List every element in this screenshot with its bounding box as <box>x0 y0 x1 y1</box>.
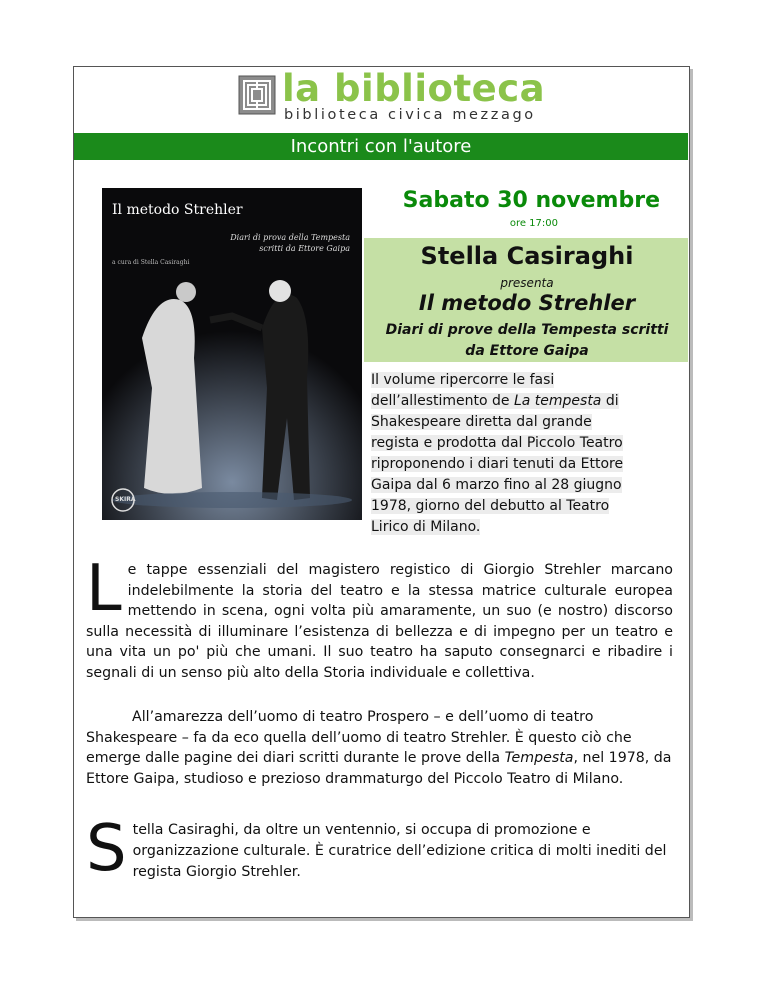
description-line: Lirico di Milano. <box>371 519 481 535</box>
library-logo-icon <box>238 75 276 115</box>
paragraph-strehler <box>86 552 673 684</box>
logo-subtitle: biblioteca civica mezzago <box>284 107 536 123</box>
description-line: dell’allestimento de <box>371 393 514 409</box>
description-line: riproponendo i diari tenuti da Ettore <box>371 456 624 472</box>
book-subtitle-line: da Ettore Gaipa <box>465 343 589 359</box>
logo-title: la biblioteca <box>282 67 546 110</box>
description-line: Il volume ripercorre le fasi <box>371 372 555 388</box>
description-line: di <box>601 393 619 409</box>
author-name: Stella Casiraghi <box>420 242 634 270</box>
description-line: Gaipa dal 6 marzo fino al 28 giugno <box>371 477 622 493</box>
paragraph-text: , nel 1978, da Ettore Gaipa, studioso e prezioso drammaturgo del Piccolo Teatro di Milano. <box>86 750 672 787</box>
paragraph-prospero <box>86 707 673 789</box>
description-line: Shakespeare diretta dal grande <box>371 414 592 430</box>
paragraph-italic: Tempesta <box>504 750 574 767</box>
cover-subtitle-line: scritti da Ettore Gaipa <box>259 244 350 253</box>
description-line: 1978, giorno del debutto al Teatro <box>371 498 610 514</box>
description-italic: La tempesta <box>513 393 602 409</box>
event-series-banner: Incontri con l'autore <box>74 133 688 160</box>
book-subtitle-line: Diari di prove della Tempesta scritti <box>385 322 669 338</box>
event-time: ore 17:00 <box>509 218 558 229</box>
book-title: Il metodo Strehler <box>418 291 636 315</box>
cover-subtitle-line: Diari di prova della Tempesta <box>230 233 350 242</box>
library-logo <box>238 67 546 125</box>
paragraph-text: tella Casiraghi, da oltre un ventennio, si occupa di promozione e organizzazione culturale. È curatrice dell’edizione critica di molti inediti del regista Giorgio Strehler. <box>132 822 667 880</box>
book-cover <box>102 188 362 520</box>
paragraph-casiraghi <box>86 812 673 886</box>
paragraph-text: e tappe essenziali del magistero registico di Giorgio Strehler marcano indelebilmente la storia del teatro e la stessa matrice culturale europea mettendo in scena, ogni volta più amaramente, un suo (e nostro) discorso sulla necessità di illuminare l’esistenza di bellezza e di impegno per un teatro e una vita un po' più che umani. Il suo teatro ha saputo consegnarci e ribadire i segnali di un senso più alto della Storia individuale e collettiva. <box>86 562 673 681</box>
cover-title: Il metodo Strehler <box>112 202 243 218</box>
drop-cap: S <box>86 812 127 886</box>
cover-editor: a cura di Stella Casiraghi <box>112 259 190 266</box>
presents-label: presenta <box>500 276 554 290</box>
cover-subtitle <box>190 232 350 254</box>
book-description <box>371 370 677 538</box>
book-subtitle <box>366 320 688 362</box>
drop-cap: L <box>86 552 122 626</box>
publisher-logo: SKIRA <box>115 496 136 503</box>
paragraph-text: All’amarezza dell’uomo di teatro Prospero – e dell’uomo di teatro Shakespeare – fa da eco quella dell’uomo di teatro Strehler. È questo ciò che emerge dalle pagine dei diari scritti durante le prove della <box>86 709 632 767</box>
event-date: Sabato 30 novembre <box>402 188 660 213</box>
description-line: regista e prodotta dal Piccolo Teatro <box>371 435 623 451</box>
